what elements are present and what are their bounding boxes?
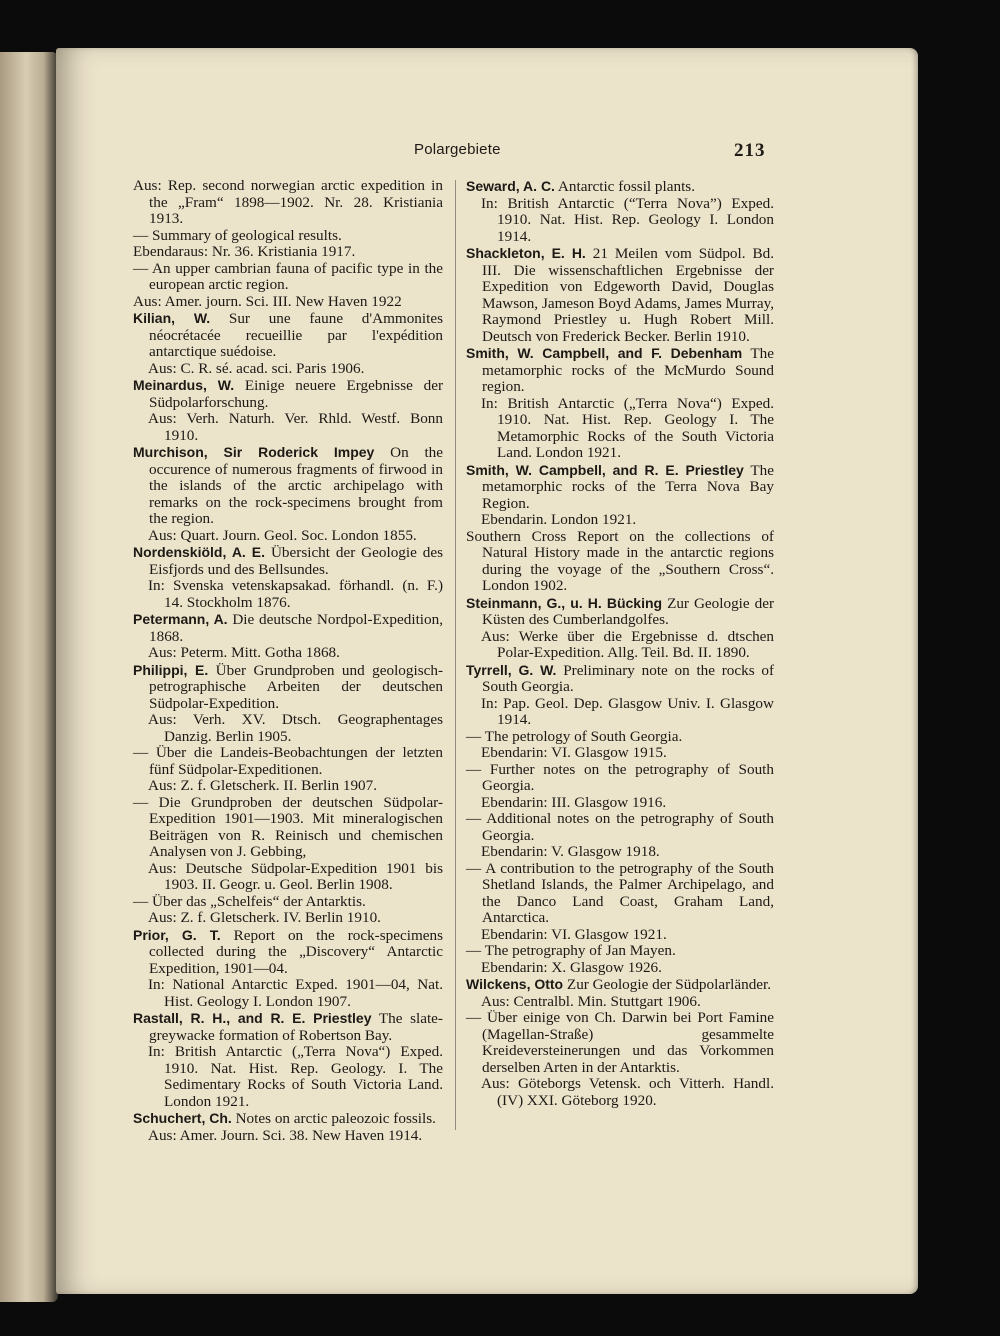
entry-text: Die deutsche Nordpol-Expedition, 1868. <box>149 611 444 645</box>
entry-title-line <box>466 462 774 513</box>
entry-text: In: British Antarctic („Terra Nova“) Exped. 1910. Nat. Hist. Rep. Geology. I. The Sedimentary Rocks of South Victoria Land. London 1921. <box>148 1043 443 1110</box>
bibliography-entry <box>133 377 443 444</box>
bibliography-entry <box>466 462 774 529</box>
entry-line <box>466 762 774 795</box>
page-number: 213 <box>734 140 766 161</box>
entry-author: Schuchert, Ch. <box>133 1110 232 1126</box>
entry-title-line <box>466 245 774 345</box>
entry-author: Steinmann, G., u. H. Bücking <box>466 594 663 611</box>
entry-line <box>466 994 774 1011</box>
bibliography-entry <box>133 1010 443 1110</box>
entry-text: — A contribution to the petrography of the South Shetland Islands, the Palmer Archipelago, and the Danco Land Coast, Graham Land, Antarctica. <box>466 859 774 926</box>
entry-author: Tyrrell, G. W. <box>466 661 557 678</box>
entry-title-line <box>133 444 443 528</box>
entry-author: Meinardus, W. <box>133 377 235 393</box>
entry-author: Rastall, R. H., and R. E. Priestley <box>133 1010 372 1026</box>
entry-line <box>133 1044 443 1110</box>
entry-text: Ebendaraus: Nr. 36. Kristiania 1917. <box>133 243 356 260</box>
entry-title-line <box>466 976 774 994</box>
entry-text: The slate-greywacke formation of Robertson Bay. <box>149 1010 443 1044</box>
entry-title-line <box>466 595 774 629</box>
bibliography-entry <box>133 662 443 927</box>
bibliography-entry <box>133 444 443 544</box>
entry-line <box>133 578 443 611</box>
entry-text: — The petrography of Jan Mayen. <box>466 942 676 959</box>
entry-title-line <box>133 310 443 361</box>
entry-text: Ebendarin. London 1921. <box>481 511 637 528</box>
entry-text: Aus: Werke über die Ergebnisse d. dtschen Polar-Expedition. Allg. Teil. Bd. II. 1890. <box>481 627 774 661</box>
entry-title-line <box>133 377 443 411</box>
entry-text: Antarctic fossil plants. <box>557 178 696 195</box>
entry-author: Wilckens, Otto <box>466 976 564 992</box>
entry-title-line <box>133 544 443 578</box>
entry-text: On the occurence of numerous fragments of firwood in the islands of the arctic archipelago with remarks on the rock-specimens brought from the region. <box>149 444 444 527</box>
entry-text: Aus: Deutsche Südpolar-Expedition 1901 bis 1903. II. Geogr. u. Geol. Berlin 1908. <box>148 859 443 893</box>
entry-line <box>133 778 443 795</box>
entry-text: — Die Grundproben der deutschen Südpolar-Expedition 1901—1903. Mit mineralogischen Beiträgen von R. Reinisch und chemischen Analysen von J. Gebbing, <box>133 793 443 860</box>
entry-line <box>466 196 774 246</box>
entry-text: Ebendarin: X. Glasgow 1926. <box>481 958 662 976</box>
entry-text: Preliminary note on the rocks of South Georgia. <box>482 661 775 695</box>
entry-text: Ebendarin: V. Glasgow 1918. <box>481 843 660 860</box>
entry-line <box>466 529 774 595</box>
entry-line <box>133 178 443 228</box>
entry-text: Ebendarin: VI. Glasgow 1921. <box>481 925 667 943</box>
bibliography-entry <box>466 178 774 245</box>
entry-line <box>133 645 443 662</box>
entry-text: Ebendarin: III. Glasgow 1916. <box>481 793 667 811</box>
entry-title-line <box>133 1010 443 1044</box>
entry-line <box>466 729 774 746</box>
entry-text: Aus: Verh. Naturh. Ver. Rhld. Westf. Bonn 1910. <box>148 410 443 444</box>
entry-text: In: British Antarctic („Terra Nova“) Exped. 1910. Nat. Hist. Rep. Geology I. The Metamorphic Rocks of the South Victoria Land. London 1921. <box>481 394 774 461</box>
entry-line <box>133 261 443 294</box>
bibliography-entry <box>466 245 774 345</box>
entry-text: Aus: Rep. second norwegian arctic expedition in the „Fram“ 1898—1902. Nr. 28. Kristiania 1913. <box>133 177 443 227</box>
entry-title-line <box>133 611 443 645</box>
entry-line <box>133 361 443 378</box>
entry-text: 21 Meilen vom Südpol. Bd. III. Die wissenschaftlichen Ergebnisse der Expedition von Edgeworth David, Douglas Mawson, Jameson Boyd Adams, James Murray, Raymond Priestley u. Hugh Robert Mill. Deutsch von Frederick Becker. Berlin 1910. <box>482 245 774 345</box>
previous-page-edge <box>0 52 58 1302</box>
left-column <box>133 178 443 1144</box>
entry-text: Übersicht der Geologie des Eisfjords und des Bellsundes. <box>149 544 444 578</box>
entry-text: — Über einige von Ch. Darwin bei Port Famine (Magellan-Straße) gesammelte Kreideversteinerungen und das Vorkommen derselben Arten in der Antarktis. <box>466 1009 774 1076</box>
entry-title-line <box>133 927 443 978</box>
entry-line <box>133 411 443 444</box>
entry-author: Seward, A. C. <box>466 178 555 194</box>
entry-text: Über Grundproben und geologisch-petrographische Arbeiten der deutschen Südpolar-Expedition. <box>149 661 444 712</box>
entry-author: Philippi, E. <box>133 661 209 678</box>
entry-text: Aus: C. R. sé. acad. sci. Paris 1906. <box>148 359 365 377</box>
entry-line <box>466 811 774 844</box>
entry-line <box>133 528 443 545</box>
entry-title-line <box>466 345 774 396</box>
entry-line <box>466 396 774 462</box>
bibliography-entry <box>466 345 774 462</box>
entry-text: Notes on arctic paleozoic fossils. <box>235 1110 436 1127</box>
entry-text: — Über die Landeis-Beobachtungen der letzten fünf Südpolar-Expeditionen. <box>133 744 443 778</box>
entry-line <box>133 712 443 745</box>
entry-line <box>133 861 443 894</box>
entry-text: In: National Antarctic Exped. 1901—04, Nat. Hist. Geology I. London 1907. <box>148 976 443 1010</box>
entry-line <box>466 844 774 861</box>
entry-text: Einige neuere Ergebnisse der Südpolarforschung. <box>149 377 444 411</box>
entry-text: The metamorphic rocks of the Terra Nova Bay Region. <box>482 461 774 512</box>
entry-line <box>466 745 774 762</box>
entry-author: Shackleton, E. H. <box>466 245 586 261</box>
entry-text: The metamorphic rocks of the McMurdo Sound region. <box>482 345 774 395</box>
entry-text: Aus: Z. f. Gletscherk. II. Berlin 1907. <box>148 777 378 794</box>
entry-line <box>466 861 774 927</box>
entry-text: Zur Geologie der Südpolarländer. <box>566 976 772 993</box>
entry-line <box>466 512 774 529</box>
entry-text: Ebendarin: VI. Glasgow 1915. <box>481 744 667 761</box>
entry-text: Aus: Göteborgs Vetensk. och Vitterh. Handl. (IV) XXI. Göteborg 1920. <box>481 1075 774 1109</box>
bibliography-entry <box>466 662 774 977</box>
entry-text: In: British Antarctic (“Terra Nova”) Exped. 1910. Nat. Hist. Rep. Geology I. London 1914. <box>481 194 774 245</box>
entry-line <box>133 1128 443 1145</box>
bibliography-entry <box>133 544 443 611</box>
bibliography-entry <box>133 178 443 310</box>
entry-line <box>466 795 774 812</box>
entry-line <box>466 927 774 944</box>
right-column <box>466 178 774 1109</box>
entry-text: Aus: Amer. Journ. Sci. 38. New Haven 1914. <box>148 1126 423 1144</box>
bibliography-entry <box>466 529 774 595</box>
entry-title-line <box>466 178 774 196</box>
entry-line <box>133 977 443 1010</box>
entry-text: — The petrology of South Georgia. <box>466 727 683 745</box>
entry-text: Sur une faune d'Ammonites néocrétacée recueillie par l'expédition antarctique suédoise. <box>149 310 443 360</box>
entry-text: In: Svenska vetenskapsakad. förhandl. (n. F.) 14. Stockholm 1876. <box>148 577 443 611</box>
entry-text: — Further notes on the petrography of South Georgia. <box>466 760 774 794</box>
bibliography-entry <box>133 1110 443 1144</box>
entry-text: Aus: Z. f. Gletscherk. IV. Berlin 1910. <box>148 909 381 926</box>
entry-line <box>133 244 443 261</box>
entry-title-line <box>133 662 443 713</box>
entry-line <box>466 1076 774 1109</box>
bibliography-entry <box>466 976 774 1109</box>
entry-line <box>466 696 774 729</box>
entry-author: Murchison, Sir Roderick Impey <box>133 444 375 460</box>
column-divider <box>455 180 456 1130</box>
entry-line <box>466 1010 774 1076</box>
entry-author: Smith, W. Campbell, and R. E. Priestley <box>466 461 744 478</box>
bibliography-entry <box>133 310 443 377</box>
entry-line <box>133 795 443 861</box>
entry-line <box>133 745 443 778</box>
entry-text: Southern Cross Report on the collections of Natural History made in the antarctic regions during the voyage of the „Southern Cross“. London 1902. <box>466 527 774 594</box>
entry-line <box>133 294 443 311</box>
entry-text: — An upper cambrian fauna of pacific type in the european arctic region. <box>133 259 443 293</box>
bibliography-entry <box>133 927 443 1011</box>
entry-text: Aus: Amer. journ. Sci. III. New Haven 1922 <box>133 292 402 310</box>
entry-line <box>133 228 443 245</box>
bibliography-entry <box>133 611 443 662</box>
entry-author: Smith, W. Campbell, and F. Debenham <box>466 345 743 361</box>
entry-line <box>133 910 443 927</box>
entry-line <box>466 960 774 977</box>
entry-text: — Additional notes on the petrography of South Georgia. <box>466 810 774 844</box>
bibliography-entry <box>466 595 774 662</box>
entry-author: Petermann, A. <box>133 611 228 627</box>
entry-text: Aus: Verh. XV. Dtsch. Geographentages Danzig. Berlin 1905. <box>148 711 443 745</box>
entry-text: Aus: Quart. Journ. Geol. Soc. London 1855. <box>148 526 417 544</box>
entry-line <box>466 629 774 662</box>
entry-text: — Summary of geological results. <box>133 226 342 244</box>
entry-text: Aus: Centralbl. Min. Stuttgart 1906. <box>481 992 701 1010</box>
entry-author: Kilian, W. <box>133 310 211 326</box>
entry-text: Aus: Peterm. Mitt. Gotha 1868. <box>148 644 340 661</box>
entry-author: Prior, G. T. <box>133 926 221 943</box>
entry-text: Report on the rock-specimens collected during the „Discovery“ Antarctic Expedition, 1901—04. <box>149 926 444 977</box>
entry-text: Zur Geologie der Küsten des Cumberlandgolfes. <box>482 594 775 628</box>
entry-title-line <box>133 1110 443 1128</box>
running-title: Polargebiete <box>414 141 501 158</box>
entry-title-line <box>466 662 774 696</box>
entry-text: — Über das „Schelfeis“ der Antarktis. <box>133 892 366 910</box>
entry-text: In: Pap. Geol. Dep. Glasgow Univ. I. Glasgow 1914. <box>481 694 774 728</box>
entry-line <box>466 943 774 960</box>
entry-author: Nordenskiöld, A. E. <box>133 544 266 560</box>
entry-line <box>133 894 443 911</box>
